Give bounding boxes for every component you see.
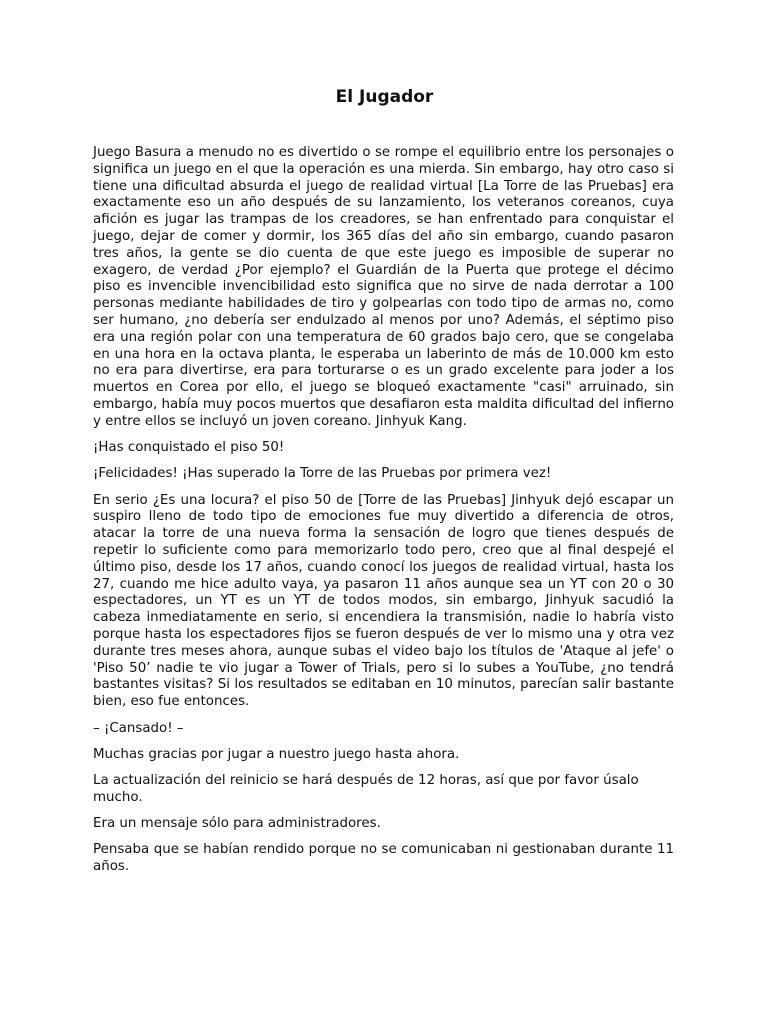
document-title: El Jugador <box>335 87 434 107</box>
paragraph-thanks: Muchas gracias por jugar a nuestro juego hasta ahora. <box>93 746 460 762</box>
paragraph-gave-up: Pensaba que se habían rendido porque no se comunicaban ni gestionaban durante 11 años. <box>93 842 674 875</box>
paragraph-congratulations: ¡Felicidades! ¡Has superado la Torre de las Pruebas por primera vez! <box>93 466 552 482</box>
paragraph-reset-update: La actualización del reinicio se hará después de 12 horas, así que por favor úsalo mucho. <box>93 773 639 805</box>
paragraph-admin-message: Era un mensaje sólo para administradores. <box>93 816 381 832</box>
paragraph-conquered-floor: ¡Has conquistado el piso 50! <box>93 440 285 456</box>
paragraph-jinhyuk-reflection: En serio ¿Es una locura? el piso 50 de [Torre de las Pruebas] Jinhyuk dejó escapar un suspiro lleno de todo tipo de emociones fue muy divertido a diferencia de otros, atacar la torre de una nueva forma la sensación de logro que tienes después de repetir lo suficiente como para memorizarlo todo pero, creo que al final despejé el último piso, desde los 17 años, cuando conocí los juegos de realidad virtual, hasta los 27, cuando me hice adulto vaya, ya pasaron 11 años aunque sea un YT con 20 o 30 espectadores, un YT es un YT de todos modos, sin embargo, Jinhyuk sacudió la cabeza inmediatamente en serio, si encendiera la transmisión, nadie lo habría visto porque hasta los espectadores fijos se fueron después de ver lo mismo una y otra vez durante tres meses ahora, aunque subas el video bajo los títulos de 'Ataque al jefe' o 'Piso 50’ nadie te vio jugar a Tower of Trials, pero si lo subes a YouTube, ¿no tendrá bastantes visitas? Si los resultados se editaban en 10 minutos, parecían salir bastante bien, eso fue entonces. <box>93 492 674 710</box>
paragraph-tired: – ¡Cansado! – <box>93 720 184 736</box>
document-page <box>93 86 674 886</box>
paragraph-intro: Juego Basura a menudo no es divertido o se rompe el equilibrio entre los personajes o significa un juego en el que la operación es una mierda. Sin embargo, hay otro caso si tiene una dificultad absurda el juego de realidad virtual [La Torre de las Pruebas] era exactamente eso un año después de su lanzamiento, los veteranos coreanos, cuya afición es jugar las trampas de los creadores, se han enfrentado para conquistar el juego, dejar de comer y dormir, los 365 días del año sin embargo, cuando pasaron tres años, la gente se dio cuenta de que este juego es imposible de superar no exagero, de verdad ¿Por ejemplo? el Guardián de la Puerta que protege el décimo piso es invencible invencibilidad esto significa que no sirve de nada derrotar a 100 personas mediante habilidades de tiro y golpearlas con todo tipo de armas no, como ser humano, ¿no debería ser endulzado al menos por uno? Además, el séptimo piso era una región polar con una temperatura de 60 grados bajo cero, que se congelaba en una hora en la octava planta, le esperaba un laberinto de más de 10.000 km esto no era para divertirse, era para torturarse o es un grado excelente para joder a los muertos en Corea por ello, el juego se bloqueó exactamente "casi" arruinado, sin embargo, había muy pocos muertos que desafiaron esta maldita dificultad del infierno y entre ellos se incluyó un joven coreano. Jinhyuk Kang. <box>93 145 674 429</box>
